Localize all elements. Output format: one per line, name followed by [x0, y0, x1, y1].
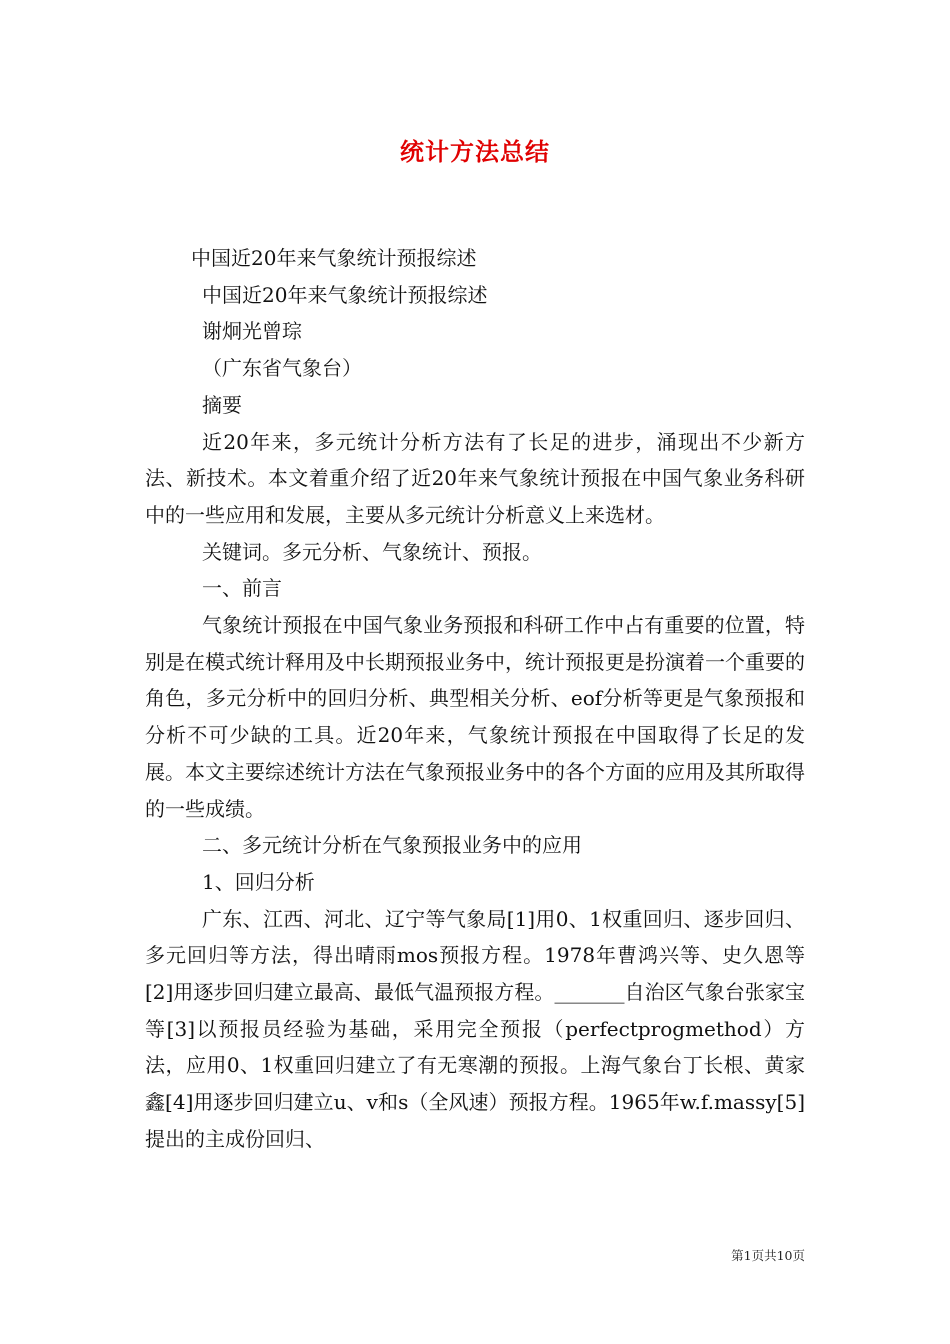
page-number: 第1页共10页: [731, 1248, 805, 1263]
body-paragraph: 广东、江西、河北、辽宁等气象局[1]用0、1权重回归、逐步回归、多元回归等方法，得出晴雨mos预报方程。1978年曹鸿兴等、史久恩等[2]用逐步回归建立最高、最低气温预报方程。_______自治区气象台张家宝等[3]以预报员经验为基础，采用完全预报（perfectprogmethod）方法，应用0、1权重回归建立了有无寒潮的预报。上海气象台丁长根、黄家鑫[4]用逐步回归建立u、v和s（全风速）预报方程。1965年w.f.massy[5]提出的主成份回归、: [145, 906, 805, 1151]
subsection-heading: 1、回归分析: [202, 869, 315, 894]
affiliation-line: （广东省气象台）: [202, 356, 362, 381]
heading-line: 中国近20年来气象统计预报综述: [191, 246, 477, 270]
abstract-paragraph: 近20年来，多元统计分析方法有了长足的进步，涌现出不少新方法、新技术。本文着重介绍了近20年来气象统计预报在中国气象业务科研中的一些应用和发展，主要从多元统计分析意义上来选材。: [145, 429, 805, 527]
author-line: 谢炯光曾琮: [202, 319, 302, 344]
subtitle-line: 中国近20年来气象统计预报综述: [202, 282, 488, 307]
document-body: [145, 240, 805, 1158]
section-heading: 二、多元统计分析在气象预报业务中的应用: [202, 833, 582, 858]
keywords-line: 关键词。多元分析、气象统计、预报。: [202, 539, 542, 564]
section-heading: 一、前言: [202, 576, 282, 601]
document-title: 统计方法总结: [400, 137, 550, 166]
abstract-heading: 摘要: [202, 392, 242, 417]
body-paragraph: 气象统计预报在中国气象业务预报和科研工作中占有重要的位置，特别是在模式统计释用及中长期预报业务中，统计预报更是扮演着一个重要的角色，多元分析中的回归分析、典型相关分析、eof分析等更是气象预报和分析不可少缺的工具。近20年来，气象统计预报在中国取得了长足的发展。本文主要综述统计方法在气象预报业务中的各个方面的应用及其所取得的一些成绩。: [145, 613, 805, 821]
